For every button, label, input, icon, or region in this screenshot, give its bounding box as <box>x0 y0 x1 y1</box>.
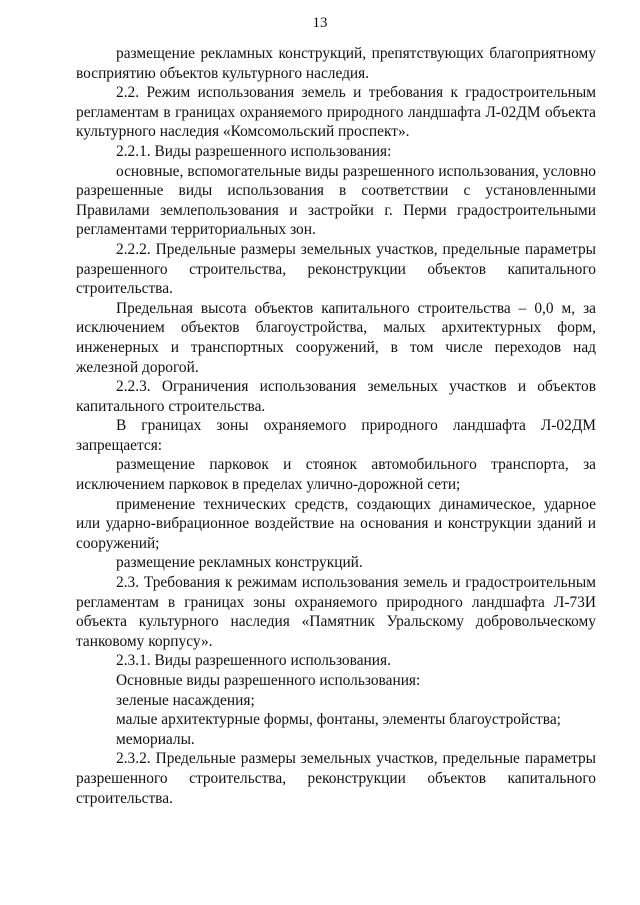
paragraph-use-types: основные, вспомогательные виды разрешенного использования, условно разрешенные виды использования в соответствии с установленными Правилами землепользования и застройки г. Перми градостроительными регламентами территориальных зон. <box>76 162 596 239</box>
paragraph-parking-prohibition: размещение парковок и стоянок автомобильного транспорта, за исключением парковок в пределах улично-дорожной сети; <box>76 456 596 494</box>
paragraph-small-forms: малые архитектурные формы, фонтаны, элементы благоустройства; <box>116 711 561 729</box>
paragraph-section-2-2-2: 2.2.2. Предельные размеры земельных участков, предельные параметры разрешенного строительства, реконструкции объектов капитального строительства. <box>76 240 596 298</box>
page-number: 13 <box>312 15 328 31</box>
paragraph-green-spaces: зеленые насаждения; <box>116 691 255 709</box>
paragraph-memorials: мемориалы. <box>116 730 195 748</box>
paragraph-prohibited-intro: В границах зоны охраняемого природного ландшафта Л-02ДМ запрещается: <box>76 417 596 454</box>
paragraph-height-limit: Предельная высота объектов капитального строительства – 0,0 м, за исключением объектов благоустройства, малых архитектурных форм, инженерных и транспортных сооружений, в том числе переходов над железной дорогой. <box>76 299 596 376</box>
paragraph-section-2-3-1: 2.3.1. Виды разрешенного использования. <box>116 652 391 670</box>
paragraph-section-2-3: 2.3. Требования к режимам использования земель и градостроительным регламентам в границах зоны охраняемого природного ландшафта Л-73И объекта культурного наследия «Памятник Уральскому добровольческому танковому корпусу». <box>76 574 596 650</box>
paragraph-section-2-2-3: 2.2.3. Ограничения использования земельных участков и объектов капитального строительства. <box>76 378 596 415</box>
document-body <box>76 44 596 808</box>
paragraph-advertising-restriction: размещение рекламных конструкций, препятствующих благоприятному восприятию объектов культурного наследия. <box>76 45 596 82</box>
paragraph-vibration-prohibition: применение технических средств, создающих динамическое, ударное или ударно-вибрационное воздействие на основания и конструкции зданий и сооружений; <box>76 495 596 552</box>
paragraph-section-2-2: 2.2. Режим использования земель и требования к градостроительным регламентам в границах охраняемого природного ландшафта Л-02ДМ объекта культурного наследия «Комсомольский проспект». <box>76 84 596 141</box>
paragraph-advertising-prohibition: размещение рекламных конструкций. <box>116 554 363 572</box>
paragraph-main-use-types: Основные виды разрешенного использования: <box>116 672 421 689</box>
paragraph-section-2-2-1: 2.2.1. Виды разрешенного использования: <box>116 142 392 160</box>
paragraph-section-2-3-2: 2.3.2. Предельные размеры земельных участков, предельные параметры разрешенного строительства, реконструкции объектов капитального строительства. <box>76 750 596 807</box>
